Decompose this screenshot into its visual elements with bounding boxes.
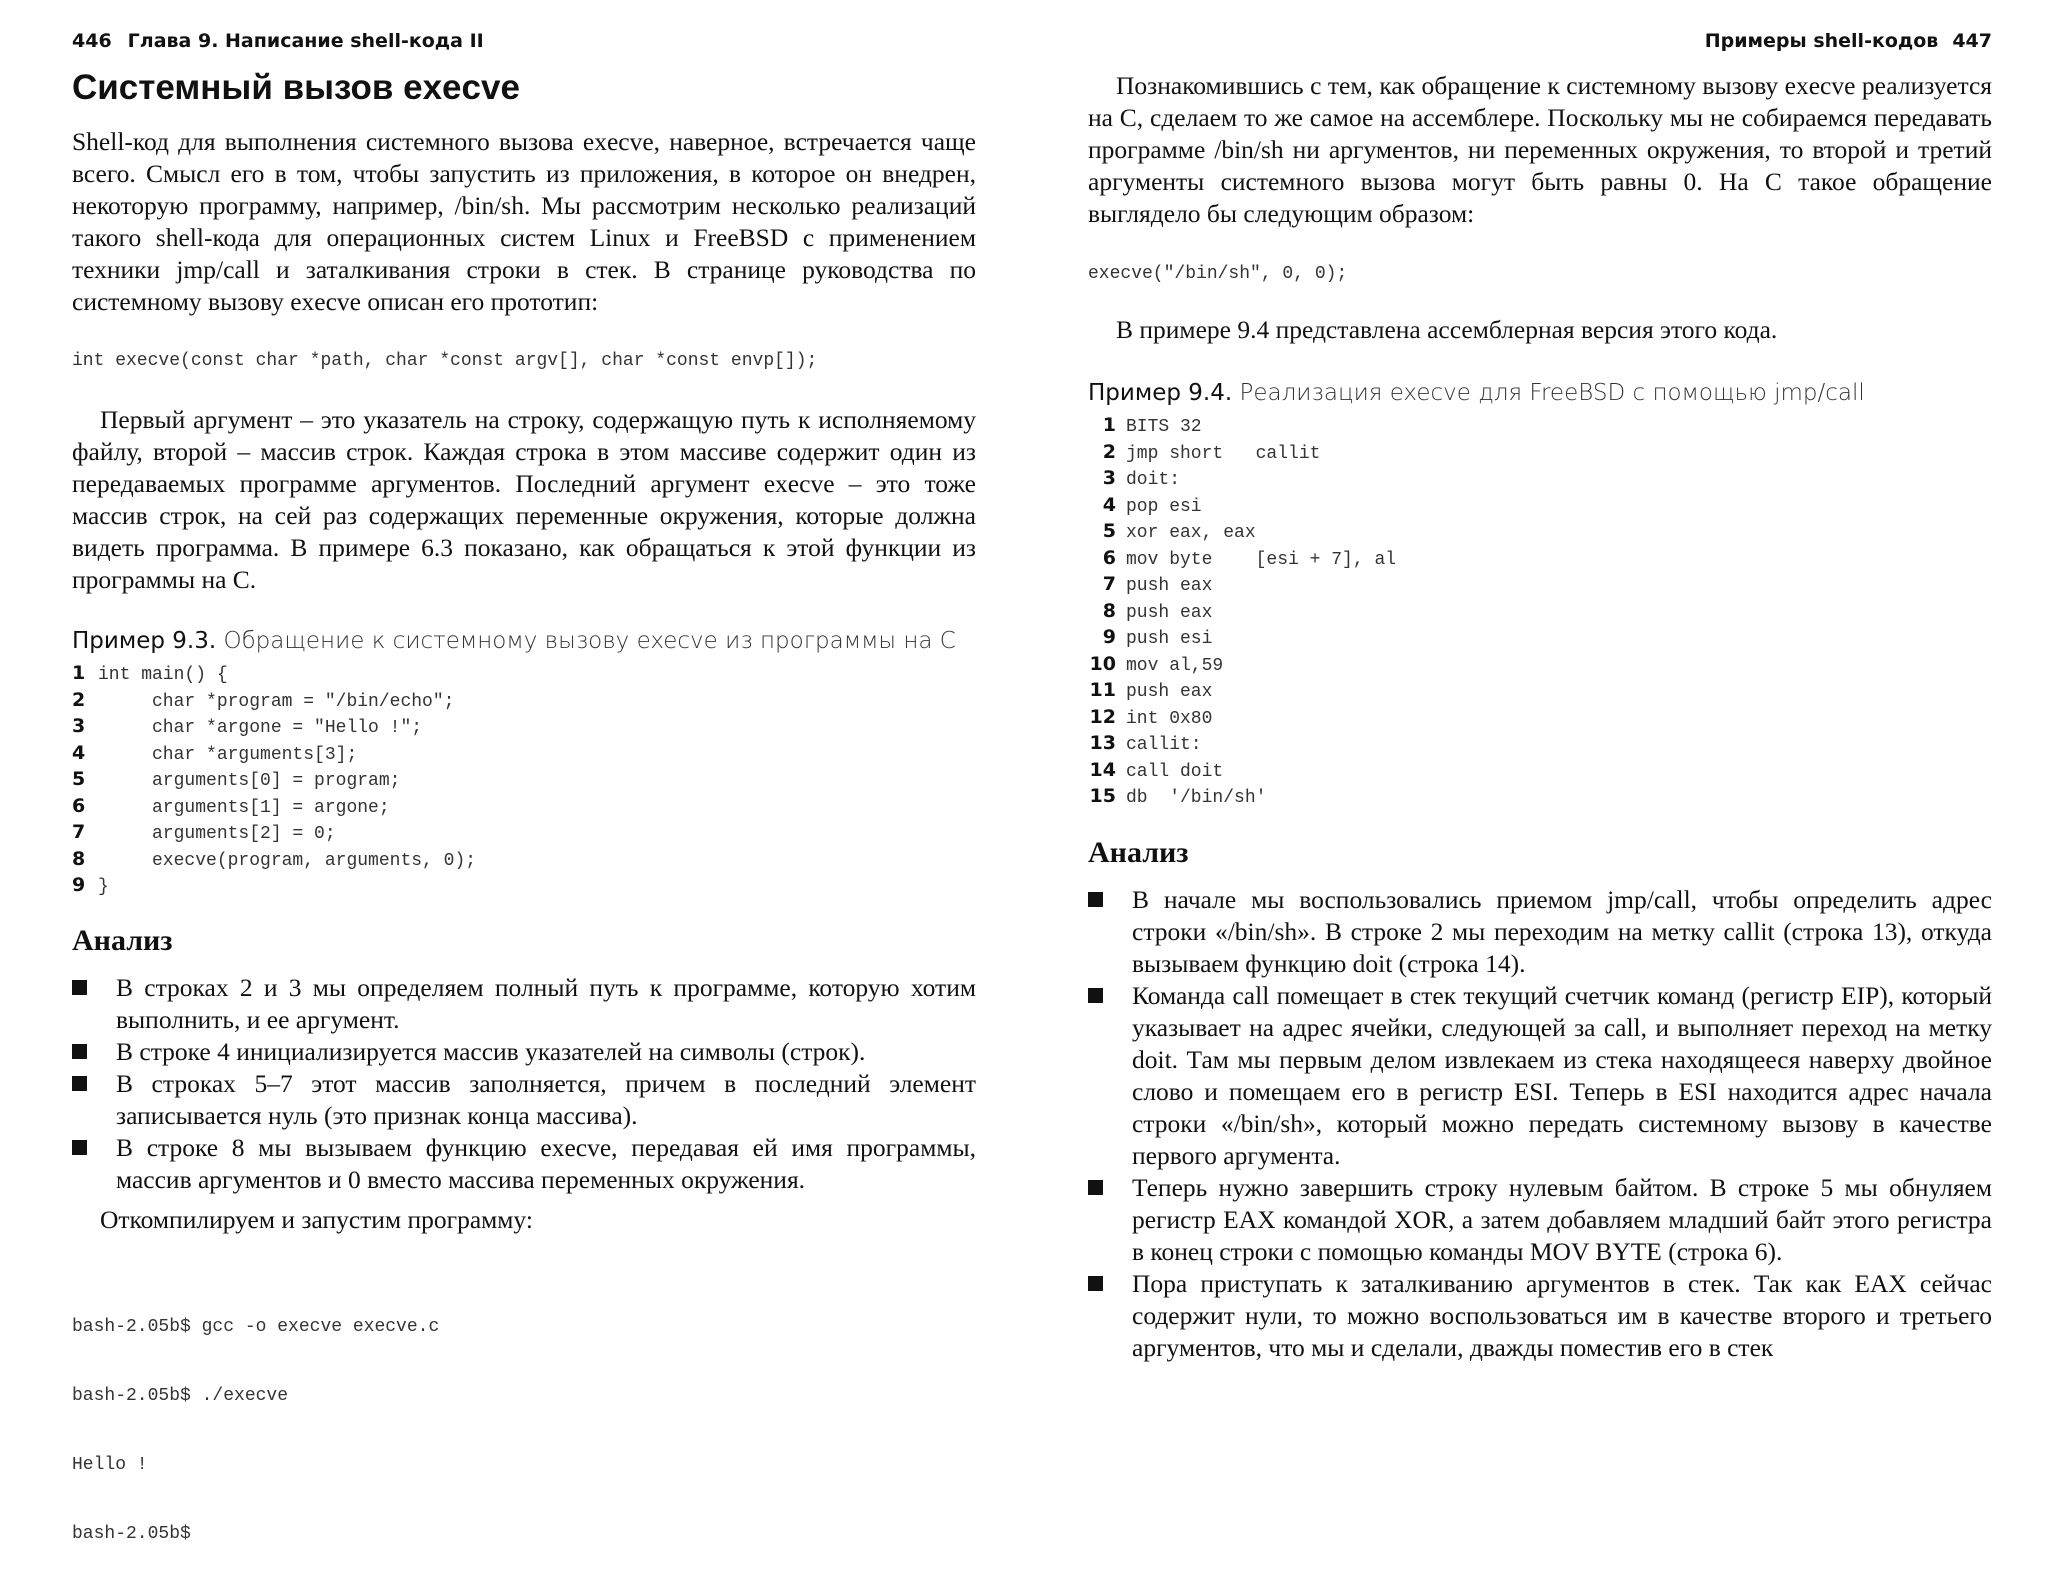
code-line — [1088, 757, 1396, 784]
line-number: 2 — [72, 688, 86, 711]
line-code: pop esi — [1126, 496, 1202, 517]
left-running-head: Глава 9. Написание shell-кода II — [127, 30, 484, 52]
line-number: 4 — [72, 741, 86, 764]
line-number: 15 — [1089, 785, 1116, 807]
code-line — [72, 766, 476, 793]
terminal-line: bash-2.05b$ — [72, 1524, 191, 1544]
line-number: 10 — [1089, 652, 1116, 675]
list-item-text: В начале мы воспользовались приемом jmp/call, чтобы определить адрес строки «/bin/sh». В строке 2 мы переходим на метку callit (строка 13), откуда вызываем функцию doit (строка 14). — [1132, 885, 1992, 978]
line-code: call doit — [1126, 761, 1224, 782]
line-number: 13 — [1089, 732, 1116, 754]
compile-paragraph: Откомпилируем и запустим программу: — [100, 1205, 533, 1234]
example-caption-text: Обращение к системному вызову execve из программы на С — [223, 628, 956, 654]
terminal-output — [72, 1270, 439, 1592]
example-9-3-listing — [72, 660, 476, 899]
left-analysis-list — [72, 972, 976, 1196]
list-item-text: В строках 5–7 этот массив заполняется, причем в последний элемент записывается нуль (это признак конца массива). — [116, 1069, 976, 1130]
line-number: 14 — [1089, 758, 1116, 781]
right-running-head: Примеры shell-кодов — [1704, 30, 1939, 52]
line-number: 5 — [72, 768, 86, 790]
list-item-text: В строке 8 мы вызываем функцию execve, передавая ей имя программы, массив аргументов и 0 вместо массива переменных окружения. — [116, 1133, 976, 1194]
line-code: mov al,59 — [1126, 655, 1224, 676]
list-item — [1088, 1268, 1992, 1364]
line-code: jmp short callit — [1126, 443, 1321, 464]
code-line — [1088, 598, 1396, 625]
code-line — [1088, 439, 1396, 466]
example-caption-text: Реализация execve для FreeBSD с помощью jmp/call — [1239, 380, 1865, 406]
list-item — [72, 972, 976, 1036]
code-line — [1088, 651, 1396, 678]
line-number: 3 — [72, 715, 86, 737]
args-paragraph: Первый аргумент – это указатель на строку, содержащую путь к исполняемому файлу, второй – массив строк. Каждая строка в этом массиве содержит один из передаваемых программе аргументов. Последний аргумент execve – это тоже массив строк, на сей раз содержащих переменные окружения, которые должна видеть программа. В примере 6.3 показано, как обращаться к этой функции из программы на С. — [72, 405, 976, 594]
list-item-text: В строках 2 и 3 мы определяем полный путь к программе, которую хотим выполнить, и ее аргумент. — [116, 973, 976, 1034]
code-line — [1088, 704, 1396, 731]
terminal-line: bash-2.05b$ gcc -o execve execve.c — [72, 1317, 440, 1337]
line-number: 11 — [1089, 679, 1116, 701]
line-number: 8 — [1102, 599, 1116, 622]
code-line — [1088, 465, 1396, 492]
left-running-header — [72, 30, 484, 52]
bullet-square-icon — [1088, 892, 1103, 907]
example-9-4-listing — [1088, 412, 1396, 810]
terminal-line: bash-2.05b$ ./execve — [72, 1386, 289, 1406]
code-line — [1088, 730, 1396, 757]
list-item — [72, 1068, 976, 1132]
line-code: char *argone = "Hello !"; — [98, 718, 423, 738]
right-analysis-heading: Анализ — [1088, 836, 1189, 869]
list-item — [1088, 1172, 1992, 1268]
line-number: 9 — [72, 874, 86, 896]
line-code: arguments[2] = 0; — [98, 824, 336, 844]
list-item — [1088, 884, 1992, 980]
code-line — [72, 819, 476, 846]
example-9-4-caption — [1088, 380, 1865, 406]
bullet-square-icon — [1088, 1276, 1103, 1291]
line-number: 2 — [1102, 440, 1116, 463]
list-item-text: Пора приступать к заталкиванию аргументов в стек. Так как EAX сейчас содержит нули, то можно воспользоваться им в качестве второго и третьего аргументов, что мы и сделали, дважды поместив его в стек — [1132, 1269, 1992, 1362]
left-analysis-heading: Анализ — [72, 924, 173, 957]
bullet-square-icon — [72, 1044, 87, 1059]
line-code: execve(program, arguments, 0); — [98, 850, 477, 871]
code-line — [72, 740, 476, 767]
code-line — [72, 713, 476, 740]
right-intro-paragraph: Познакомившись с тем, как обращение к системному вызову execve реализуется на С, сделаем то же самое на ассемблере. Поскольку мы не собираемся передавать программе /bin/sh ни аргументов, ни переменных окружения, то второй и третий аргументы системного вызова могут быть равны 0. На С такое обращение выглядело бы следующим образом: — [1088, 71, 1992, 228]
line-code: xor eax, eax — [1126, 523, 1256, 543]
bullet-square-icon — [72, 980, 87, 995]
line-code: arguments[1] = argone; — [98, 797, 390, 818]
line-number: 4 — [1102, 493, 1116, 516]
line-code: mov byte [esi + 7], al — [1126, 549, 1397, 570]
line-number: 1 — [72, 662, 86, 684]
line-number: 6 — [72, 794, 86, 817]
example-label: Пример 9.3. — [72, 628, 217, 654]
line-code: push esi — [1126, 629, 1213, 649]
code-line — [72, 872, 476, 899]
code-line — [72, 687, 476, 714]
line-code: int 0x80 — [1126, 708, 1213, 729]
line-number: 7 — [72, 821, 86, 843]
line-code: db '/bin/sh' — [1126, 788, 1267, 808]
line-code: int main() { — [98, 665, 228, 685]
line-number: 1 — [1102, 414, 1116, 436]
section-title: Системный вызов execve — [72, 68, 520, 107]
example-label: Пример 9.4. — [1088, 380, 1233, 406]
code-line — [72, 846, 476, 873]
code-line — [1088, 624, 1396, 651]
left-page-number: 446 — [72, 30, 112, 52]
bullet-square-icon — [1088, 988, 1103, 1003]
line-code: char *program = "/bin/echo"; — [98, 691, 455, 712]
bullet-square-icon — [1088, 1180, 1103, 1195]
asm-paragraph: В примере 9.4 представлена ассемблерная версия этого кода. — [1116, 315, 1778, 344]
line-code: arguments[0] = program; — [98, 771, 401, 791]
code-line — [1088, 545, 1396, 572]
terminal-line: Hello ! — [72, 1455, 148, 1475]
line-code: push eax — [1126, 602, 1213, 623]
list-item — [72, 1036, 976, 1068]
code-line — [1088, 492, 1396, 519]
line-number: 5 — [1102, 520, 1116, 542]
line-number: 6 — [1102, 546, 1116, 569]
bullet-square-icon — [72, 1140, 87, 1155]
example-9-3-caption — [72, 628, 956, 654]
list-item — [72, 1132, 976, 1196]
line-code: push eax — [1126, 682, 1213, 702]
line-code: char *arguments[3]; — [98, 744, 358, 765]
line-code: BITS 32 — [1126, 417, 1202, 437]
line-code: doit: — [1126, 470, 1181, 490]
right-analysis-list — [1088, 884, 1992, 1364]
list-item-text: Команда call помещает в стек текущий счетчик команд (регистр EIP), который указывает на адрес ячейки, следующей за call, и выполняет переход на метку doit. Там мы первым делом извлекаем из стека находящееся наверху двойное слово и помещаем его в регистр ESI. Теперь в ESI находится адрес начала строки «/bin/sh», который можно передать системному вызову в качестве первого аргумента. — [1132, 981, 1992, 1170]
line-number: 3 — [1102, 467, 1116, 489]
line-number: 8 — [72, 847, 86, 870]
prototype-code: int execve(const char *path, char *const argv[], char *const envp[]); — [72, 351, 818, 371]
code-line — [1088, 783, 1396, 810]
code-line — [72, 660, 476, 687]
code-line — [1088, 571, 1396, 598]
call-code: execve("/bin/sh", 0, 0); — [1088, 264, 1348, 284]
list-item-text: Теперь нужно завершить строку нулевым байтом. В строке 5 мы обнуляем регистр EAX командой XOR, а затем добавляем младший байт этого регистра в конец строки с помощью команды MOV BYTE (строка 6). — [1132, 1173, 1992, 1266]
line-code: push eax — [1126, 576, 1213, 596]
line-code: } — [98, 877, 109, 897]
right-running-header — [1705, 30, 1992, 52]
list-item-text: В строке 4 инициализируется массив указателей на символы (строк). — [116, 1037, 866, 1066]
code-line — [72, 793, 476, 820]
left-intro-paragraph: Shell-код для выполнения системного вызова execve, наверное, встречается чаще всего. Смысл его в том, чтобы запустить из приложения, в которое он внедрен, некоторую программу, например, /bin/sh. Мы рассмотрим несколько реализаций такого shell-кода для операционных систем Linux и FreeBSD с применением техники jmp/call и заталкивания строки в стек. В странице руководства по системному вызову execve описан его прототип: — [72, 127, 976, 316]
code-line — [1088, 518, 1396, 545]
list-item — [1088, 980, 1992, 1172]
line-number: 7 — [1102, 573, 1116, 595]
right-page-number: 447 — [1952, 30, 1992, 52]
code-line — [1088, 677, 1396, 704]
line-code: callit: — [1126, 735, 1202, 755]
bullet-square-icon — [72, 1076, 87, 1091]
line-number: 12 — [1089, 705, 1116, 728]
code-line — [1088, 412, 1396, 439]
line-number: 9 — [1102, 626, 1116, 648]
